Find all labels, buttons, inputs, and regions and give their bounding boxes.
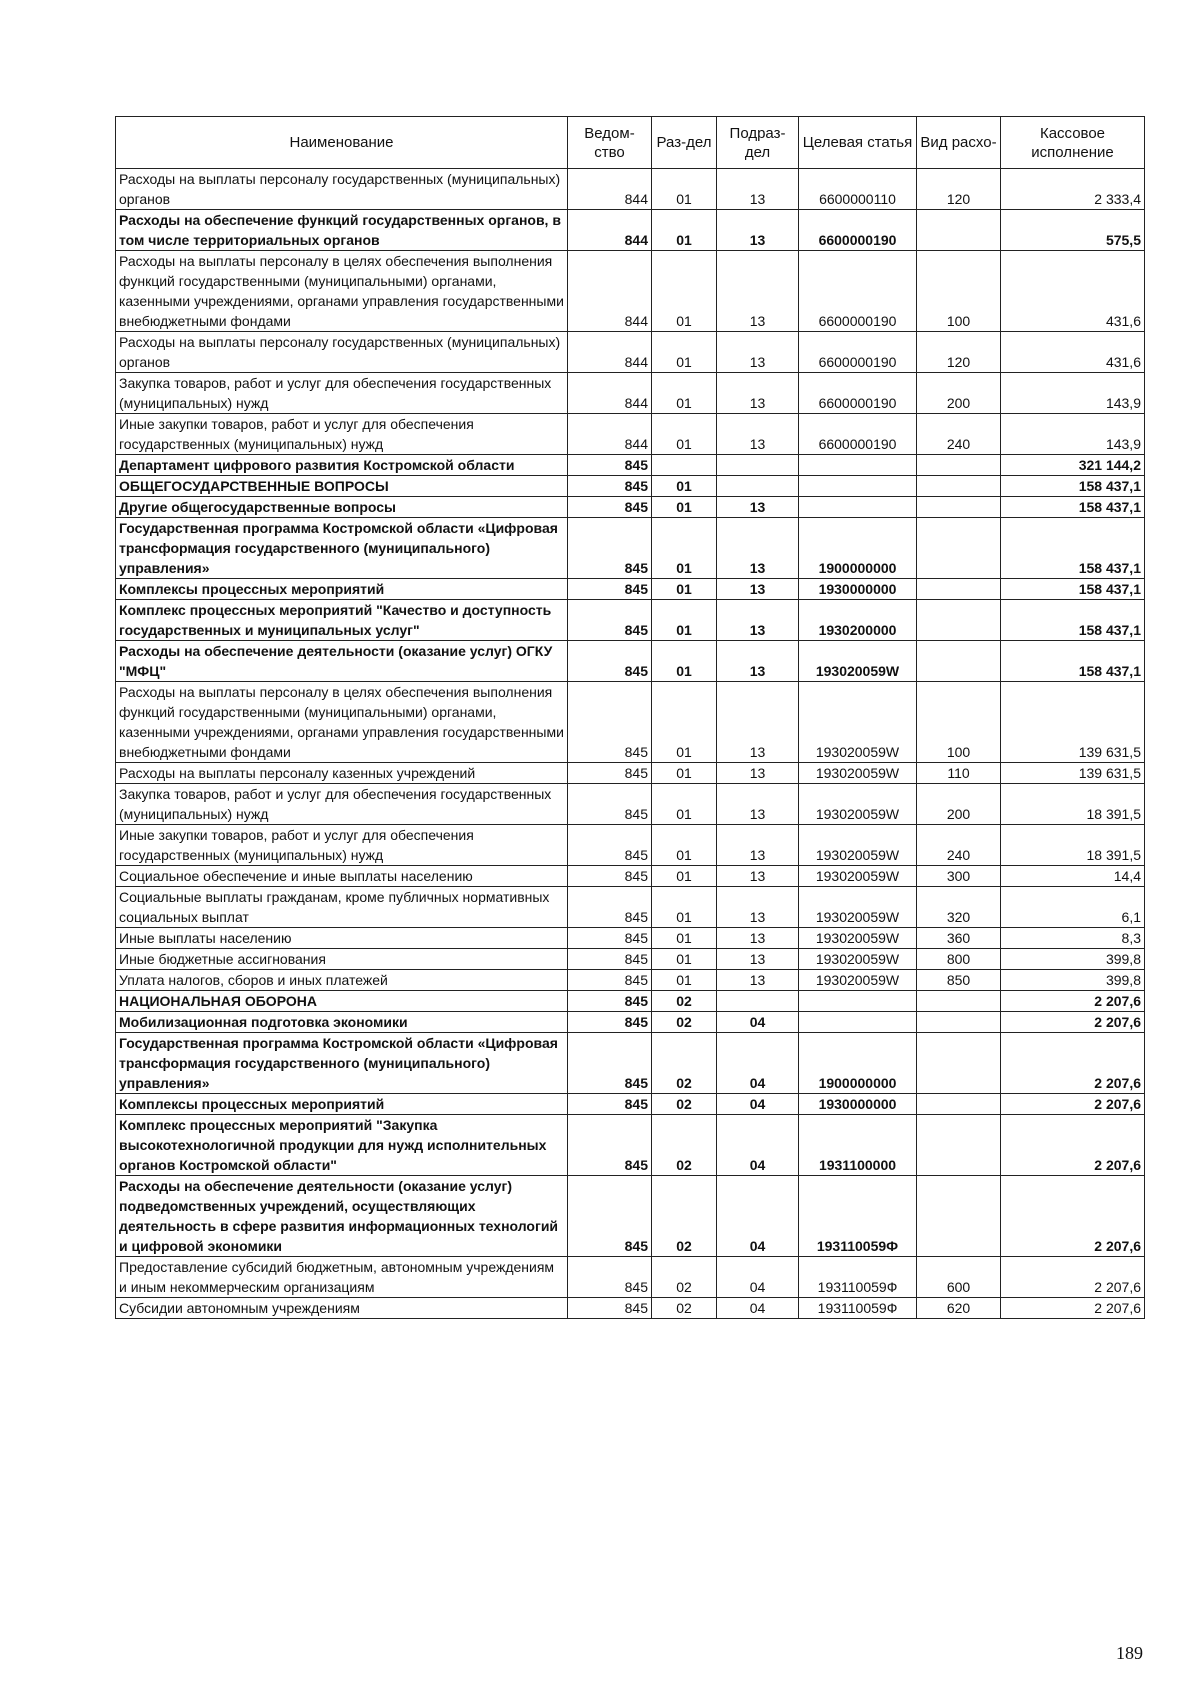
cell-podrazdel: 13 [717, 600, 799, 641]
header-vid: Вид расхо- [917, 117, 1001, 169]
cell-kassa: 18 391,5 [1001, 825, 1145, 866]
cell-celevaya: 193020059W [799, 763, 917, 784]
table-row [116, 579, 1145, 600]
cell-celevaya: 193110059Ф [799, 1298, 917, 1319]
cell-name: Иные закупки товаров, работ и услуг для обеспечения государственных (муниципальных) нужд [116, 414, 568, 455]
table-row [116, 866, 1145, 887]
cell-vid [917, 497, 1001, 518]
cell-kassa: 2 207,6 [1001, 1033, 1145, 1094]
cell-vid: 850 [917, 970, 1001, 991]
cell-vedomstvo: 845 [568, 928, 652, 949]
cell-celevaya: 1900000000 [799, 518, 917, 579]
cell-name: Социальные выплаты гражданам, кроме публичных нормативных социальных выплат [116, 887, 568, 928]
cell-celevaya: 1930200000 [799, 600, 917, 641]
cell-vedomstvo: 845 [568, 887, 652, 928]
table-row [116, 970, 1145, 991]
cell-podrazdel: 04 [717, 1298, 799, 1319]
cell-kassa: 158 437,1 [1001, 497, 1145, 518]
cell-razdel: 01 [652, 251, 717, 332]
cell-podrazdel: 13 [717, 825, 799, 866]
cell-kassa: 139 631,5 [1001, 763, 1145, 784]
cell-kassa: 2 207,6 [1001, 1094, 1145, 1115]
cell-name: Социальное обеспечение и иные выплаты населению [116, 866, 568, 887]
cell-vid: 200 [917, 784, 1001, 825]
cell-name: НАЦИОНАЛЬНАЯ ОБОРОНА [116, 991, 568, 1012]
cell-vedomstvo: 844 [568, 373, 652, 414]
cell-podrazdel: 13 [717, 169, 799, 210]
cell-vedomstvo: 845 [568, 641, 652, 682]
cell-vid [917, 991, 1001, 1012]
cell-vedomstvo: 845 [568, 825, 652, 866]
table-row [116, 887, 1145, 928]
table-row [116, 518, 1145, 579]
cell-podrazdel: 13 [717, 784, 799, 825]
cell-name: Государственная программа Костромской области «Цифровая трансформация государственного (муниципального) управления» [116, 518, 568, 579]
cell-kassa: 6,1 [1001, 887, 1145, 928]
cell-podrazdel: 13 [717, 928, 799, 949]
header-kassa: Кассовое исполнение [1001, 117, 1145, 169]
cell-name: Иные закупки товаров, работ и услуг для обеспечения государственных (муниципальных) нужд [116, 825, 568, 866]
cell-vedomstvo: 845 [568, 682, 652, 763]
cell-name: Закупка товаров, работ и услуг для обеспечения государственных (муниципальных) нужд [116, 784, 568, 825]
table-row [116, 825, 1145, 866]
cell-podrazdel: 13 [717, 373, 799, 414]
cell-vedomstvo: 845 [568, 1176, 652, 1257]
cell-razdel: 01 [652, 579, 717, 600]
cell-vid [917, 1094, 1001, 1115]
cell-vid [917, 600, 1001, 641]
cell-razdel: 02 [652, 1033, 717, 1094]
cell-vid [917, 518, 1001, 579]
cell-vedomstvo: 845 [568, 949, 652, 970]
cell-kassa: 2 207,6 [1001, 991, 1145, 1012]
cell-razdel: 01 [652, 600, 717, 641]
table-row [116, 251, 1145, 332]
cell-kassa: 399,8 [1001, 970, 1145, 991]
cell-kassa: 139 631,5 [1001, 682, 1145, 763]
cell-celevaya: 6600000190 [799, 414, 917, 455]
cell-razdel: 02 [652, 1094, 717, 1115]
cell-razdel: 01 [652, 210, 717, 251]
cell-podrazdel [717, 455, 799, 476]
table-row [116, 210, 1145, 251]
table-body [116, 169, 1145, 1319]
cell-razdel: 02 [652, 1012, 717, 1033]
cell-kassa: 2 207,6 [1001, 1115, 1145, 1176]
cell-kassa: 321 144,2 [1001, 455, 1145, 476]
cell-celevaya: 193020059W [799, 928, 917, 949]
cell-kassa: 2 207,6 [1001, 1298, 1145, 1319]
cell-celevaya: 193020059W [799, 866, 917, 887]
cell-vedomstvo: 845 [568, 970, 652, 991]
cell-celevaya [799, 991, 917, 1012]
cell-vid [917, 1115, 1001, 1176]
cell-vid: 100 [917, 682, 1001, 763]
cell-vedomstvo: 845 [568, 991, 652, 1012]
cell-vid: 300 [917, 866, 1001, 887]
cell-vedomstvo: 845 [568, 455, 652, 476]
cell-razdel: 01 [652, 373, 717, 414]
cell-vid [917, 641, 1001, 682]
cell-podrazdel: 04 [717, 1012, 799, 1033]
cell-razdel: 02 [652, 1257, 717, 1298]
cell-podrazdel: 13 [717, 970, 799, 991]
cell-name: Закупка товаров, работ и услуг для обеспечения государственных (муниципальных) нужд [116, 373, 568, 414]
table-row [116, 455, 1145, 476]
cell-celevaya: 6600000190 [799, 210, 917, 251]
table-row [116, 476, 1145, 497]
cell-podrazdel: 13 [717, 579, 799, 600]
cell-vedomstvo: 844 [568, 332, 652, 373]
cell-podrazdel: 04 [717, 1033, 799, 1094]
table-row [116, 169, 1145, 210]
cell-celevaya [799, 497, 917, 518]
cell-name: Расходы на выплаты персоналу казенных учреждений [116, 763, 568, 784]
cell-celevaya: 1930000000 [799, 1094, 917, 1115]
cell-vedomstvo: 845 [568, 600, 652, 641]
cell-podrazdel: 13 [717, 251, 799, 332]
cell-razdel: 02 [652, 1176, 717, 1257]
table-row [116, 1115, 1145, 1176]
cell-kassa: 431,6 [1001, 251, 1145, 332]
cell-name: Комплекс процессных мероприятий "Качество и доступность государственных и муниципальных услуг" [116, 600, 568, 641]
cell-razdel: 01 [652, 497, 717, 518]
table-row [116, 1176, 1145, 1257]
cell-name: Расходы на обеспечение функций государственных органов, в том числе территориальных органов [116, 210, 568, 251]
cell-razdel: 01 [652, 476, 717, 497]
cell-name: Иные выплаты населению [116, 928, 568, 949]
cell-name: Расходы на обеспечение деятельности (оказание услуг) подведомственных учреждений, осуществляющих деятельность в сфере развития информационных технологий и цифровой экономики [116, 1176, 568, 1257]
cell-podrazdel [717, 991, 799, 1012]
table-row [116, 1033, 1145, 1094]
cell-razdel: 01 [652, 825, 717, 866]
cell-razdel [652, 455, 717, 476]
cell-vedomstvo: 845 [568, 1033, 652, 1094]
cell-vid [917, 476, 1001, 497]
cell-vid [917, 1012, 1001, 1033]
cell-vid: 240 [917, 414, 1001, 455]
cell-name: Уплата налогов, сборов и иных платежей [116, 970, 568, 991]
cell-podrazdel: 04 [717, 1176, 799, 1257]
cell-kassa: 2 333,4 [1001, 169, 1145, 210]
cell-vedomstvo: 845 [568, 579, 652, 600]
cell-celevaya: 6600000190 [799, 251, 917, 332]
cell-razdel: 01 [652, 866, 717, 887]
cell-name: Расходы на обеспечение деятельности (оказание услуг) ОГКУ "МФЦ" [116, 641, 568, 682]
table-row [116, 332, 1145, 373]
cell-name: Расходы на выплаты персоналу в целях обеспечения выполнения функций государственными (муниципальными) органами, казенными учреждениями, органами управления государственными внебюджетными фондами [116, 251, 568, 332]
table-row [116, 1012, 1145, 1033]
table-row [116, 373, 1145, 414]
cell-kassa: 158 437,1 [1001, 476, 1145, 497]
cell-celevaya [799, 476, 917, 497]
cell-name: ОБЩЕГОСУДАРСТВЕННЫЕ ВОПРОСЫ [116, 476, 568, 497]
cell-kassa: 8,3 [1001, 928, 1145, 949]
cell-vid: 110 [917, 763, 1001, 784]
cell-vedomstvo: 845 [568, 1257, 652, 1298]
cell-vedomstvo: 845 [568, 1094, 652, 1115]
cell-podrazdel: 13 [717, 641, 799, 682]
cell-kassa: 575,5 [1001, 210, 1145, 251]
cell-vid [917, 1033, 1001, 1094]
cell-kassa: 2 207,6 [1001, 1257, 1145, 1298]
cell-razdel: 01 [652, 414, 717, 455]
cell-vid: 100 [917, 251, 1001, 332]
cell-podrazdel: 13 [717, 518, 799, 579]
budget-execution-table [115, 116, 1145, 1319]
cell-vid [917, 455, 1001, 476]
cell-podrazdel: 13 [717, 866, 799, 887]
cell-vid: 360 [917, 928, 1001, 949]
header-row [116, 117, 1145, 169]
cell-celevaya: 193020059W [799, 641, 917, 682]
cell-kassa: 143,9 [1001, 414, 1145, 455]
header-vedomstvo: Ведом-ство [568, 117, 652, 169]
cell-celevaya: 1900000000 [799, 1033, 917, 1094]
table-row [116, 1298, 1145, 1319]
header-podrazdel: Подраз-дел [717, 117, 799, 169]
cell-razdel: 01 [652, 518, 717, 579]
cell-vedomstvo: 845 [568, 784, 652, 825]
table-row [116, 682, 1145, 763]
cell-razdel: 01 [652, 784, 717, 825]
cell-podrazdel: 04 [717, 1094, 799, 1115]
cell-vid: 320 [917, 887, 1001, 928]
cell-vedomstvo: 844 [568, 251, 652, 332]
cell-vedomstvo: 845 [568, 518, 652, 579]
cell-name: Субсидии автономным учреждениям [116, 1298, 568, 1319]
cell-name: Государственная программа Костромской области «Цифровая трансформация государственного (муниципального) управления» [116, 1033, 568, 1094]
table-row [116, 497, 1145, 518]
cell-name: Расходы на выплаты персоналу в целях обеспечения выполнения функций государственными (муниципальными) органами, казенными учреждениями, органами управления государственными внебюджетными фондами [116, 682, 568, 763]
cell-celevaya: 1931100000 [799, 1115, 917, 1176]
cell-celevaya: 193020059W [799, 825, 917, 866]
table-row [116, 928, 1145, 949]
cell-name: Предоставление субсидий бюджетным, автономным учреждениям и иным некоммерческим организациям [116, 1257, 568, 1298]
cell-celevaya: 193020059W [799, 887, 917, 928]
cell-kassa: 158 437,1 [1001, 641, 1145, 682]
cell-celevaya: 193020059W [799, 784, 917, 825]
cell-vid: 620 [917, 1298, 1001, 1319]
cell-vedomstvo: 845 [568, 1115, 652, 1176]
cell-celevaya: 193020059W [799, 949, 917, 970]
cell-vedomstvo: 845 [568, 1298, 652, 1319]
cell-kassa: 158 437,1 [1001, 579, 1145, 600]
cell-razdel: 01 [652, 949, 717, 970]
cell-celevaya: 193110059Ф [799, 1176, 917, 1257]
cell-razdel: 02 [652, 1298, 717, 1319]
cell-podrazdel: 13 [717, 210, 799, 251]
header-celevaya: Целевая статья [799, 117, 917, 169]
table-row [116, 1257, 1145, 1298]
cell-razdel: 01 [652, 928, 717, 949]
table-row [116, 414, 1145, 455]
cell-razdel: 01 [652, 887, 717, 928]
cell-kassa: 158 437,1 [1001, 518, 1145, 579]
table-row [116, 991, 1145, 1012]
cell-celevaya: 193110059Ф [799, 1257, 917, 1298]
cell-celevaya: 6600000110 [799, 169, 917, 210]
cell-razdel: 01 [652, 682, 717, 763]
cell-name: Расходы на выплаты персоналу государственных (муниципальных) органов [116, 332, 568, 373]
table-row [116, 1094, 1145, 1115]
cell-kassa: 14,4 [1001, 866, 1145, 887]
cell-podrazdel: 04 [717, 1115, 799, 1176]
cell-celevaya [799, 1012, 917, 1033]
cell-razdel: 02 [652, 1115, 717, 1176]
cell-vedomstvo: 844 [568, 210, 652, 251]
cell-podrazdel: 13 [717, 497, 799, 518]
cell-kassa: 399,8 [1001, 949, 1145, 970]
page-number: 189 [1116, 1643, 1143, 1663]
table-row [116, 641, 1145, 682]
table-row [116, 763, 1145, 784]
cell-kassa: 2 207,6 [1001, 1176, 1145, 1257]
cell-vedomstvo: 845 [568, 497, 652, 518]
cell-name: Расходы на выплаты персоналу государственных (муниципальных) органов [116, 169, 568, 210]
cell-celevaya: 1930000000 [799, 579, 917, 600]
header-razdel: Раз-дел [652, 117, 717, 169]
header-name: Наименование [116, 117, 568, 169]
cell-vedomstvo: 844 [568, 414, 652, 455]
cell-podrazdel: 13 [717, 763, 799, 784]
cell-vid: 800 [917, 949, 1001, 970]
cell-celevaya: 6600000190 [799, 373, 917, 414]
table-row [116, 600, 1145, 641]
cell-celevaya: 6600000190 [799, 332, 917, 373]
cell-podrazdel: 13 [717, 332, 799, 373]
cell-celevaya: 193020059W [799, 682, 917, 763]
cell-name: Другие общегосударственные вопросы [116, 497, 568, 518]
cell-vedomstvo: 845 [568, 763, 652, 784]
cell-kassa: 158 437,1 [1001, 600, 1145, 641]
cell-razdel: 02 [652, 991, 717, 1012]
cell-razdel: 01 [652, 169, 717, 210]
cell-podrazdel: 04 [717, 1257, 799, 1298]
cell-vid [917, 579, 1001, 600]
table-row [116, 949, 1145, 970]
cell-razdel: 01 [652, 970, 717, 991]
cell-vid [917, 1176, 1001, 1257]
cell-name: Комплекс процессных мероприятий "Закупка высокотехнологичной продукции для нужд исполнительных органов Костромской области" [116, 1115, 568, 1176]
cell-vid: 120 [917, 169, 1001, 210]
cell-razdel: 01 [652, 763, 717, 784]
cell-vid [917, 210, 1001, 251]
cell-vid: 600 [917, 1257, 1001, 1298]
cell-podrazdel: 13 [717, 414, 799, 455]
cell-name: Департамент цифрового развития Костромской области [116, 455, 568, 476]
cell-razdel: 01 [652, 332, 717, 373]
cell-podrazdel: 13 [717, 949, 799, 970]
cell-name: Мобилизационная подготовка экономики [116, 1012, 568, 1033]
cell-kassa: 2 207,6 [1001, 1012, 1145, 1033]
cell-razdel: 01 [652, 641, 717, 682]
cell-vid: 120 [917, 332, 1001, 373]
cell-celevaya: 193020059W [799, 970, 917, 991]
cell-vid: 240 [917, 825, 1001, 866]
cell-name: Комплексы процессных мероприятий [116, 1094, 568, 1115]
table-row [116, 784, 1145, 825]
cell-kassa: 143,9 [1001, 373, 1145, 414]
cell-kassa: 431,6 [1001, 332, 1145, 373]
cell-vedomstvo: 845 [568, 1012, 652, 1033]
cell-kassa: 18 391,5 [1001, 784, 1145, 825]
cell-vedomstvo: 845 [568, 476, 652, 497]
cell-vedomstvo: 845 [568, 866, 652, 887]
cell-podrazdel: 13 [717, 887, 799, 928]
cell-name: Иные бюджетные ассигнования [116, 949, 568, 970]
cell-podrazdel [717, 476, 799, 497]
cell-name: Комплексы процессных мероприятий [116, 579, 568, 600]
cell-celevaya [799, 455, 917, 476]
cell-vid: 200 [917, 373, 1001, 414]
cell-vedomstvo: 844 [568, 169, 652, 210]
cell-podrazdel: 13 [717, 682, 799, 763]
